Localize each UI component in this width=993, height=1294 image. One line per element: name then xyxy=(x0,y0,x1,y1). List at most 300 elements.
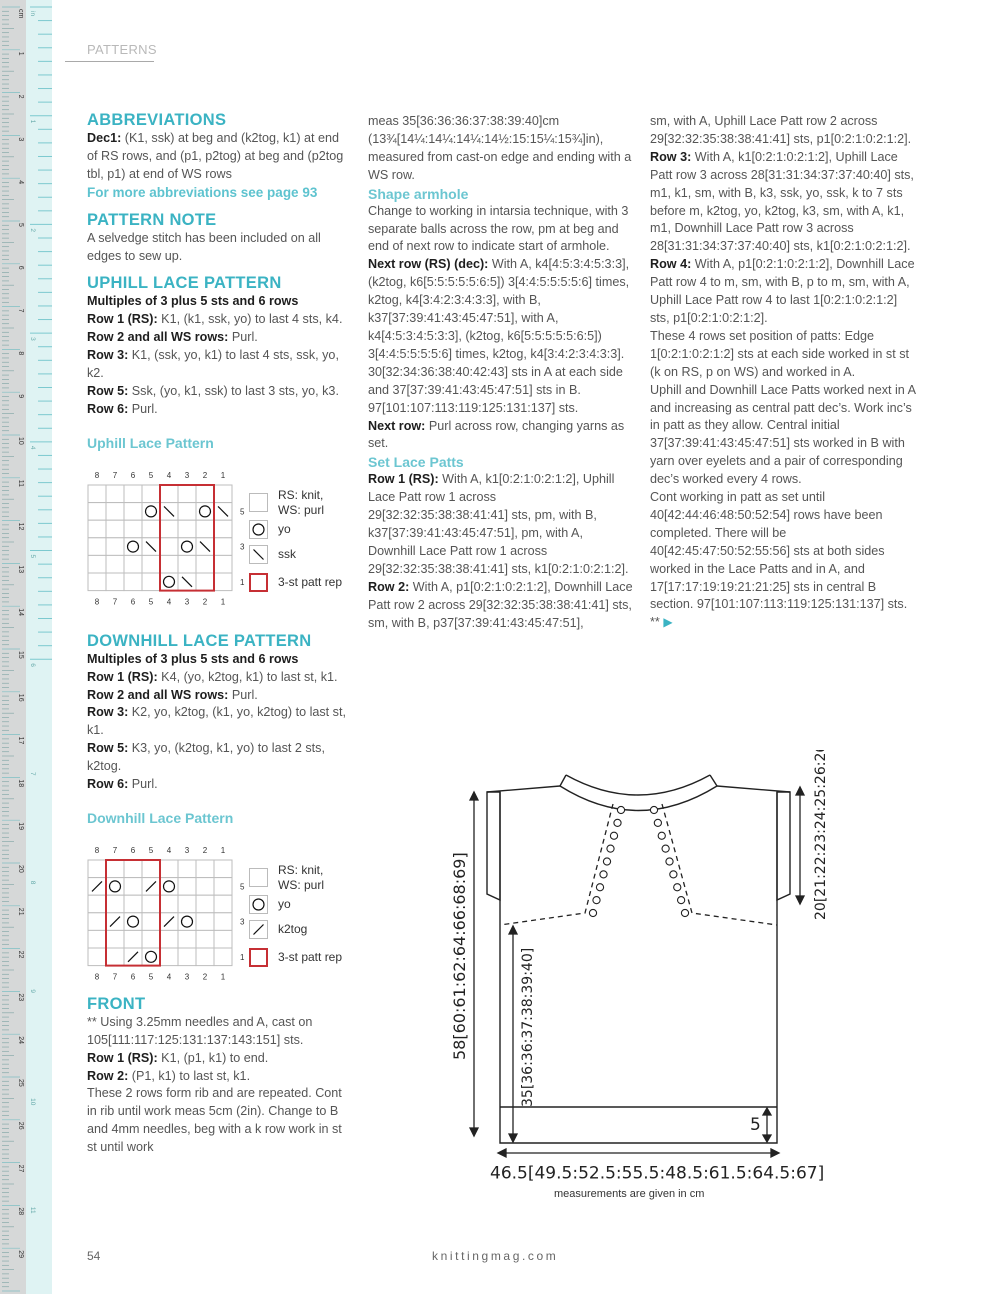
chart-cell xyxy=(88,948,106,966)
eyelet xyxy=(674,884,681,891)
eyelet xyxy=(593,897,600,904)
front-continued: meas 35[36:36:36:37:38:39:40]cm (13¾[14¼:14¼:14¼:14½:15:15¼:15¾]in), measured from cast-on edge and ending with a WS row. xyxy=(368,114,632,182)
cm-label: 20 xyxy=(17,865,24,873)
eyelet xyxy=(617,806,624,813)
chart-cell xyxy=(106,948,124,966)
eyelet xyxy=(603,858,610,865)
cm-label: 8 xyxy=(17,351,24,356)
chart-cell xyxy=(106,555,124,573)
eyelet xyxy=(678,897,685,904)
column-2 xyxy=(368,113,633,632)
row-text: Purl. xyxy=(228,687,258,702)
eyelet xyxy=(607,845,614,852)
row-text: K4, (yo, k2tog, k1) to last st, k1. xyxy=(157,669,338,684)
legend-label: ssk xyxy=(278,546,296,561)
chart-cell xyxy=(160,948,178,966)
inch-label: 10 xyxy=(29,1098,36,1106)
shape-armhole-text: Change to working in intarsia technique, with 3 separate balls across the row, pm at beg and end of next row to indicate start of armhole. xyxy=(368,203,629,254)
chart-cell xyxy=(88,860,106,878)
legend-label: 3-st patt rep xyxy=(278,949,343,964)
blank-icon xyxy=(249,868,268,887)
right-sleeve-edge xyxy=(777,792,790,900)
front-body: These 2 rows form rib and are repeated. Cont in rib until work meas 5cm (2in). Change to B and 4mm needles, beg with a k row work in st st until work xyxy=(87,1086,342,1155)
cm-label: 22 xyxy=(17,950,24,959)
right-lace-line xyxy=(662,804,777,925)
chart-cell xyxy=(106,520,124,538)
chart-cell xyxy=(106,573,124,591)
column-number-bottom: 8 xyxy=(94,597,100,605)
neckband-inner xyxy=(560,786,717,811)
row-label: Row 4: xyxy=(650,257,692,272)
legend-item-repeat xyxy=(249,573,342,592)
inch-label: 5 xyxy=(29,554,36,559)
set-lace-patts-heading: Set Lace Patts xyxy=(368,454,464,471)
cm-label: 29 xyxy=(17,1250,24,1258)
section-label: PATTERNS xyxy=(87,42,157,57)
column-1 xyxy=(87,110,352,1157)
chart-cell xyxy=(124,895,142,913)
shape-armhole-heading: Shape armhole xyxy=(368,185,469,202)
chart-cell xyxy=(196,573,214,591)
row-text: Purl across row, changing yarns as set. xyxy=(368,418,625,451)
more-abbreviations-link[interactable]: For more abbreviations see page 93 xyxy=(87,184,318,200)
instruction-row xyxy=(87,704,352,740)
chart-cell xyxy=(214,520,232,538)
chart-cell xyxy=(124,537,142,555)
row-text: Purl. xyxy=(228,330,258,345)
cm-label: 1 xyxy=(17,51,24,56)
column-number-top: 7 xyxy=(112,470,118,480)
next-row xyxy=(368,418,633,454)
full-length-label: 58[60:61:62:64:66:68:69] xyxy=(450,852,469,1060)
legend-item-blank xyxy=(249,488,324,518)
row2-continued: sm, with A, Uphill Lace Patt row 2 across 29[32:32:35:38:38:41:41] sts, p1[0:2:1:0:2:1:2]. xyxy=(650,114,912,146)
chart-cell xyxy=(160,485,178,503)
continue-arrow-icon: ▶ xyxy=(663,615,673,630)
column-number-top: 3 xyxy=(184,845,190,855)
chart-cell xyxy=(160,930,178,948)
row-text: With A, p1[0:2:1:0:2:1:2], Downhill Lace Patt row 4 to m, sm, with B, p to m, sm, with A, Uphill Lace Patt row 4 to last 1[0:2:1:0:2:1:2] sts, p1[0:2:1:0:2:1:2]. xyxy=(650,257,915,325)
chart-cell xyxy=(142,485,160,503)
downhill-lace-chart xyxy=(87,840,357,980)
instruction-row xyxy=(87,383,352,401)
schematic-drawing xyxy=(440,750,840,1210)
column-number-top: 6 xyxy=(130,470,136,480)
column-number-top: 5 xyxy=(148,470,154,480)
row-label: Row 6: xyxy=(87,401,129,416)
downhill-heading: DOWNHILL LACE PATTERN xyxy=(87,631,312,650)
cm-label: 6 xyxy=(17,265,24,270)
instruction-row xyxy=(87,347,352,383)
column-3 xyxy=(650,113,920,632)
chart-cell xyxy=(142,895,160,913)
column-number-bottom: 4 xyxy=(166,972,172,980)
chart-cell xyxy=(160,573,178,591)
cm-label: 10 xyxy=(17,437,24,445)
legend-item-blank xyxy=(249,863,324,893)
cm-label: 7 xyxy=(17,308,24,313)
row-label: Next row: xyxy=(368,418,426,433)
cm-label: cm xyxy=(17,9,24,19)
chart-cell xyxy=(214,895,232,913)
chart-cell xyxy=(178,485,196,503)
column-number-bottom: 4 xyxy=(166,597,172,605)
column-number-top: 4 xyxy=(166,845,172,855)
column-number-top: 1 xyxy=(220,845,226,855)
cm-label: 17 xyxy=(17,736,24,745)
chart-cell xyxy=(178,555,196,573)
repeat-icon xyxy=(249,948,268,967)
cm-label: 26 xyxy=(17,1121,24,1130)
row-text: With A, p1[0:2:1:0:2:1:2], Downhill Lace Patt row 2 across 29[32:32:35:38:38:41:41] sts, sm, with B, p37[37:39:41:43:45:47:51], xyxy=(368,579,633,630)
chart-cell xyxy=(88,502,106,520)
cm-label: 19 xyxy=(17,822,24,830)
definition: (K1, ssk) at beg and (k2tog, k1) at end of RS rows, and (p1, p2tog) at beg and (p2tog tbl, p1) at end of WS rows xyxy=(87,131,344,181)
inch-label: in xyxy=(29,11,36,17)
eyelet xyxy=(596,884,603,891)
position-note: These 4 rows set position of patts: Edge 1[0:2:1:0:2:1:2] sts at each side worked in st st (k on RS, p on WS) and worked in A. xyxy=(650,328,910,379)
column-number-bottom: 8 xyxy=(94,972,100,980)
column-number-top: 7 xyxy=(112,845,118,855)
row-text: Ssk, (yo, k1, ssk) to last 3 sts, yo, k3. xyxy=(128,383,339,398)
column-number-top: 5 xyxy=(148,845,154,855)
set-row4 xyxy=(650,256,920,328)
chart-cell xyxy=(88,555,106,573)
repeat-icon xyxy=(249,573,268,592)
eyelet-markers xyxy=(589,806,688,916)
cm-label: 15 xyxy=(17,651,24,659)
lace-patts-note: Uphill and Downhill Lace Patts worked next in A and increasing as central patt dec’s. Work inc’s in patt as they allow. Central initial 37[37:39:41:43:45:47:51] sts worked in B with yarn over eyelets and a pair of corresponding dec’s worked every 4 rows. xyxy=(650,382,916,487)
blank-icon xyxy=(249,493,268,512)
column-number-bottom: 2 xyxy=(202,597,208,605)
chart-cell xyxy=(214,573,232,591)
chart-cell xyxy=(214,555,232,573)
chart-cell xyxy=(124,913,142,931)
row-label: Row 1 (RS): xyxy=(87,669,158,684)
inch-label: 9 xyxy=(29,989,36,994)
header-divider xyxy=(65,61,154,62)
column-number-bottom: 3 xyxy=(184,597,190,605)
chart-cell xyxy=(178,877,196,895)
abbreviation-dec1 xyxy=(87,130,352,184)
legend-item-yo xyxy=(249,520,291,539)
paragraph-text: Cont working in patt as set until 40[42:44:46:48:50:52:54] rows have been completed. There will be 40[42:45:47:50:52:55:56] sts at both sides worked in the Lace Patts and in A, and 17[17:17:19:19:21:21:25] sts in central B section. 97[101:107:113:119:125:131:137] sts. ** xyxy=(650,490,908,630)
column-number-bottom: 2 xyxy=(202,972,208,980)
set-row1 xyxy=(368,471,633,578)
chart-cell xyxy=(142,520,160,538)
chart-cell xyxy=(160,895,178,913)
inch-label: 2 xyxy=(29,228,36,233)
chart-cell xyxy=(106,930,124,948)
chart-cell xyxy=(196,485,214,503)
chart-cell xyxy=(142,573,160,591)
front-intro: ** Using 3.25mm needles and A, cast on 105[111:117:125:131:137:143:151] sts. xyxy=(87,1014,313,1047)
row-number: 5 xyxy=(240,882,245,892)
uphill-chart-title: Uphill Lace Pattern xyxy=(87,434,214,451)
inch-label: 11 xyxy=(29,1206,36,1214)
row-text: With A, k1[0:2:1:0:2:1:2], Uphill Lace Patt row 3 across 28[31:31:34:37:37:40:40] sts, m1, k1, sm, with B, k3, ssk, yo, ssk, k to 7 sts before m, k2tog, yo, k2tog, k3, sm, with A, k1, m1, Downhill Lace Patt row 3 across 28[31:31:34:37:37:40:40] sts, k1[0:2:1:0:2:1:2]. xyxy=(650,149,914,254)
row-text: Purl. xyxy=(128,777,158,792)
row-number: 3 xyxy=(240,917,245,927)
rib-depth-label: 5 xyxy=(750,1115,761,1135)
chart-cell xyxy=(124,485,142,503)
body-outline xyxy=(500,792,777,1143)
legend-label: 3-st patt rep xyxy=(278,574,343,589)
chart-cell xyxy=(196,948,214,966)
inch-label: 7 xyxy=(29,771,36,776)
row-label: Row 6: xyxy=(87,777,129,792)
front-heading: FRONT xyxy=(87,994,146,1013)
left-lace-line xyxy=(500,804,613,925)
chart-cell xyxy=(214,860,232,878)
yo-icon xyxy=(249,520,268,539)
legend-label: RS: knit, WS: purl xyxy=(278,862,325,892)
inch-label: 8 xyxy=(29,880,36,885)
uphill-heading: UPHILL LACE PATTERN xyxy=(87,274,282,293)
instruction-row xyxy=(87,740,352,776)
legend-label: k2tog xyxy=(278,921,308,936)
chart-cell xyxy=(178,860,196,878)
left-shoulder-line xyxy=(487,786,560,792)
row-text: K3, yo, (k2tog, k1, yo) to last 2 sts, k2tog. xyxy=(87,741,325,774)
uphill-lace-chart xyxy=(87,465,357,605)
chart-cell xyxy=(160,877,178,895)
chart-cell xyxy=(142,502,160,520)
column-number-top: 2 xyxy=(202,845,208,855)
cm-label: 4 xyxy=(17,180,24,185)
chart-cell xyxy=(178,502,196,520)
column-number-top: 8 xyxy=(94,470,100,480)
column-number-bottom: 3 xyxy=(184,972,190,980)
column-number-bottom: 5 xyxy=(148,597,154,605)
downhill-rows xyxy=(87,669,352,794)
legend-label: RS: knit, WS: purl xyxy=(278,487,325,517)
column-number-top: 1 xyxy=(220,470,226,480)
term: Dec1: xyxy=(87,131,122,145)
uphill-rows xyxy=(87,311,352,418)
row-label: Row 2: xyxy=(368,579,410,594)
row-number: 5 xyxy=(240,507,245,517)
row-label: Row 1 (RS): xyxy=(87,1050,158,1065)
chart-cell xyxy=(106,877,124,895)
eyelet xyxy=(589,909,596,916)
row-text: K2, yo, k2tog, (k1, yo, k2tog) to last st, k1. xyxy=(87,705,346,738)
column-number-bottom: 7 xyxy=(112,972,118,980)
chart-cell xyxy=(196,930,214,948)
legend-item-k2tog xyxy=(249,920,307,939)
yo-icon xyxy=(249,895,268,914)
eyelet xyxy=(600,871,607,878)
row-text: K1, (p1, k1) to end. xyxy=(157,1050,269,1065)
cm-label: 3 xyxy=(17,137,24,142)
downhill-multiples: Multiples of 3 plus 5 sts and 6 rows xyxy=(87,651,299,666)
row-number: 3 xyxy=(240,542,245,552)
chart-cell xyxy=(178,930,196,948)
inch-label: 4 xyxy=(29,445,36,450)
row-text: With A, k1[0:2:1:0:2:1:2], Uphill Lace Patt row 1 across 29[32:32:35:38:38:41:41] sts, pm, with B, k37[37:39:41:43:45:47:51], pm, with A, Downhill Lace Patt row 1 across 29[32:32:35:38:38:41:41] sts, k1[0:2:1:0:2:1:2]. xyxy=(368,472,629,576)
chart-cell xyxy=(124,860,142,878)
chart-cell xyxy=(196,913,214,931)
chart-cell xyxy=(178,895,196,913)
chart-cell xyxy=(142,948,160,966)
k2tog-icon xyxy=(249,920,268,939)
row-label: Row 5: xyxy=(87,741,129,756)
cm-label: 24 xyxy=(17,1036,24,1044)
chart-cell xyxy=(214,537,232,555)
chart-cell xyxy=(88,913,106,931)
cm-label: 28 xyxy=(17,1207,24,1216)
chart-cell xyxy=(196,860,214,878)
chart-cell xyxy=(178,913,196,931)
chart-cell xyxy=(106,485,124,503)
column-number-top: 8 xyxy=(94,845,100,855)
chart-cell xyxy=(142,913,160,931)
cm-label: 16 xyxy=(17,693,24,702)
eyelet xyxy=(654,819,661,826)
column-number-bottom: 6 xyxy=(130,972,136,980)
page-number: 54 xyxy=(87,1249,101,1263)
cm-label: 13 xyxy=(17,565,24,574)
set-row2 xyxy=(368,579,633,633)
row-text: (P1, k1) to last st, k1. xyxy=(128,1068,251,1083)
column-number-bottom: 1 xyxy=(220,597,226,605)
front-row2 xyxy=(87,1068,352,1086)
row-label: Next row (RS) (dec): xyxy=(368,257,489,272)
cm-label: 27 xyxy=(17,1164,24,1173)
row-number: 1 xyxy=(240,952,245,962)
left-sleeve-edge xyxy=(487,792,500,900)
legend-item-ssk xyxy=(249,545,296,564)
chart-cell xyxy=(178,948,196,966)
chart-cell xyxy=(178,537,196,555)
column-number-bottom: 6 xyxy=(130,597,136,605)
chart-cell xyxy=(214,913,232,931)
instruction-row xyxy=(87,401,352,419)
garment-schematic xyxy=(440,750,840,1210)
row-label: Row 2 and all WS rows: xyxy=(87,330,229,345)
instruction-row xyxy=(87,669,352,687)
chart-cell xyxy=(196,520,214,538)
row-label: Row 1 (RS): xyxy=(87,312,158,327)
site-url[interactable]: knittingmag.com xyxy=(432,1249,559,1263)
cm-label: 21 xyxy=(17,907,24,916)
cont-working-note xyxy=(650,489,920,632)
cm-label: 18 xyxy=(17,779,24,788)
abbreviations-heading: ABBREVIATIONS xyxy=(87,111,227,129)
column-number-top: 6 xyxy=(130,845,136,855)
right-shoulder-line xyxy=(717,786,790,792)
chart-cell xyxy=(124,877,142,895)
inch-label: 1 xyxy=(29,119,36,124)
eyelet xyxy=(658,832,665,839)
legend-label: yo xyxy=(278,896,291,911)
pattern-note-heading: PATTERN NOTE xyxy=(87,210,217,229)
chart-grid-svg xyxy=(87,465,247,605)
armhole-height-label: 35[36:36:37:38:39:40] xyxy=(520,947,536,1107)
ssk-icon xyxy=(249,545,268,564)
front-row1 xyxy=(87,1050,352,1068)
uphill-multiples: Multiples of 3 plus 5 sts and 6 rows xyxy=(87,294,299,309)
chart-cell xyxy=(88,895,106,913)
legend-item-repeat xyxy=(249,948,342,967)
column-number-bottom: 7 xyxy=(112,597,118,605)
chart-cell xyxy=(160,520,178,538)
row-number: 1 xyxy=(240,577,245,587)
chart-cell xyxy=(124,573,142,591)
cm-label: 11 xyxy=(17,479,24,488)
chart-cell xyxy=(160,860,178,878)
width-label: 46.5[49.5:52.5:55.5:48.5:61.5:64.5:67] xyxy=(490,1163,825,1184)
chart-cell xyxy=(124,930,142,948)
eyelet xyxy=(614,819,621,826)
pattern-note-text: A selvedge stitch has been included on all edges to sew up. xyxy=(87,230,321,263)
chart-cell xyxy=(106,537,124,555)
chart-cell xyxy=(142,930,160,948)
column-number-top: 3 xyxy=(184,470,190,480)
chart-cell xyxy=(88,520,106,538)
chart-cell xyxy=(88,537,106,555)
row-label: Row 1 (RS): xyxy=(368,472,439,487)
row-text: Purl. xyxy=(128,401,158,416)
chart-cell xyxy=(214,930,232,948)
row-label: Row 2: xyxy=(87,1068,129,1083)
chart-cell xyxy=(214,485,232,503)
chart-cell xyxy=(124,502,142,520)
instruction-row xyxy=(87,776,352,794)
instruction-row xyxy=(87,687,352,705)
chart-cell xyxy=(88,573,106,591)
row-text: With A, k4[4:5:3:4:5:3:3], (k2tog, k6[5:5:5:5:5:6:5]) 3[4:4:5:5:5:5:6] times, k2tog, k4[3:4:2:3:4:3:3], with B, k37[37:39:41:43:45:47:51], with A, k4[4:5:3:4:5:3:3], (k2tog, k6[5:5:5:5:5:6:5]) 3[4:4:5:5:5:5:6] times, k2tog, k4[3:4:2:3:4:3:3]. 30[32:34:36:38:40:42:43] sts in A at each side and 37[37:39:41:43:45:47:51] sts in B. 97[101:107:113:119:125:131:137] sts. xyxy=(368,257,630,415)
chart-cell xyxy=(124,520,142,538)
armhole-depth-label: 20[21:22:23:24:25:26:26] xyxy=(813,750,829,920)
eyelet xyxy=(650,806,657,813)
chart-cell xyxy=(196,502,214,520)
chart-cell xyxy=(196,555,214,573)
column-number-top: 2 xyxy=(202,470,208,480)
row-text: K1, (k1, ssk, yo) to last 4 sts, k4. xyxy=(157,312,343,327)
legend-label: yo xyxy=(278,521,291,536)
chart-cell xyxy=(88,930,106,948)
row-label: Row 5: xyxy=(87,383,129,398)
chart-cell xyxy=(124,555,142,573)
column-number-bottom: 1 xyxy=(220,972,226,980)
chart-grid-svg xyxy=(87,840,247,980)
instruction-row xyxy=(87,311,352,329)
schematic-caption: measurements are given in cm xyxy=(554,1188,705,1200)
chart-cell xyxy=(106,502,124,520)
cm-label: 2 xyxy=(17,94,24,99)
chart-cell xyxy=(106,860,124,878)
chart-cell xyxy=(142,860,160,878)
cm-label: 23 xyxy=(17,993,24,1002)
eyelet xyxy=(666,858,673,865)
cm-label: 12 xyxy=(17,522,24,531)
downhill-chart-title: Downhill Lace Pattern xyxy=(87,809,234,826)
eyelet xyxy=(670,871,677,878)
chart-cell xyxy=(160,555,178,573)
cm-label: 9 xyxy=(17,394,24,399)
row-label: Row 3: xyxy=(650,149,692,164)
chart-cell xyxy=(214,948,232,966)
chart-cell xyxy=(88,485,106,503)
instruction-row xyxy=(87,329,352,347)
legend-item-yo xyxy=(249,895,291,914)
chart-cell xyxy=(196,895,214,913)
chart-cell xyxy=(106,895,124,913)
ruler-ticks xyxy=(0,0,52,1294)
measuring-ruler xyxy=(0,0,52,1294)
neckband-outer xyxy=(566,775,710,795)
